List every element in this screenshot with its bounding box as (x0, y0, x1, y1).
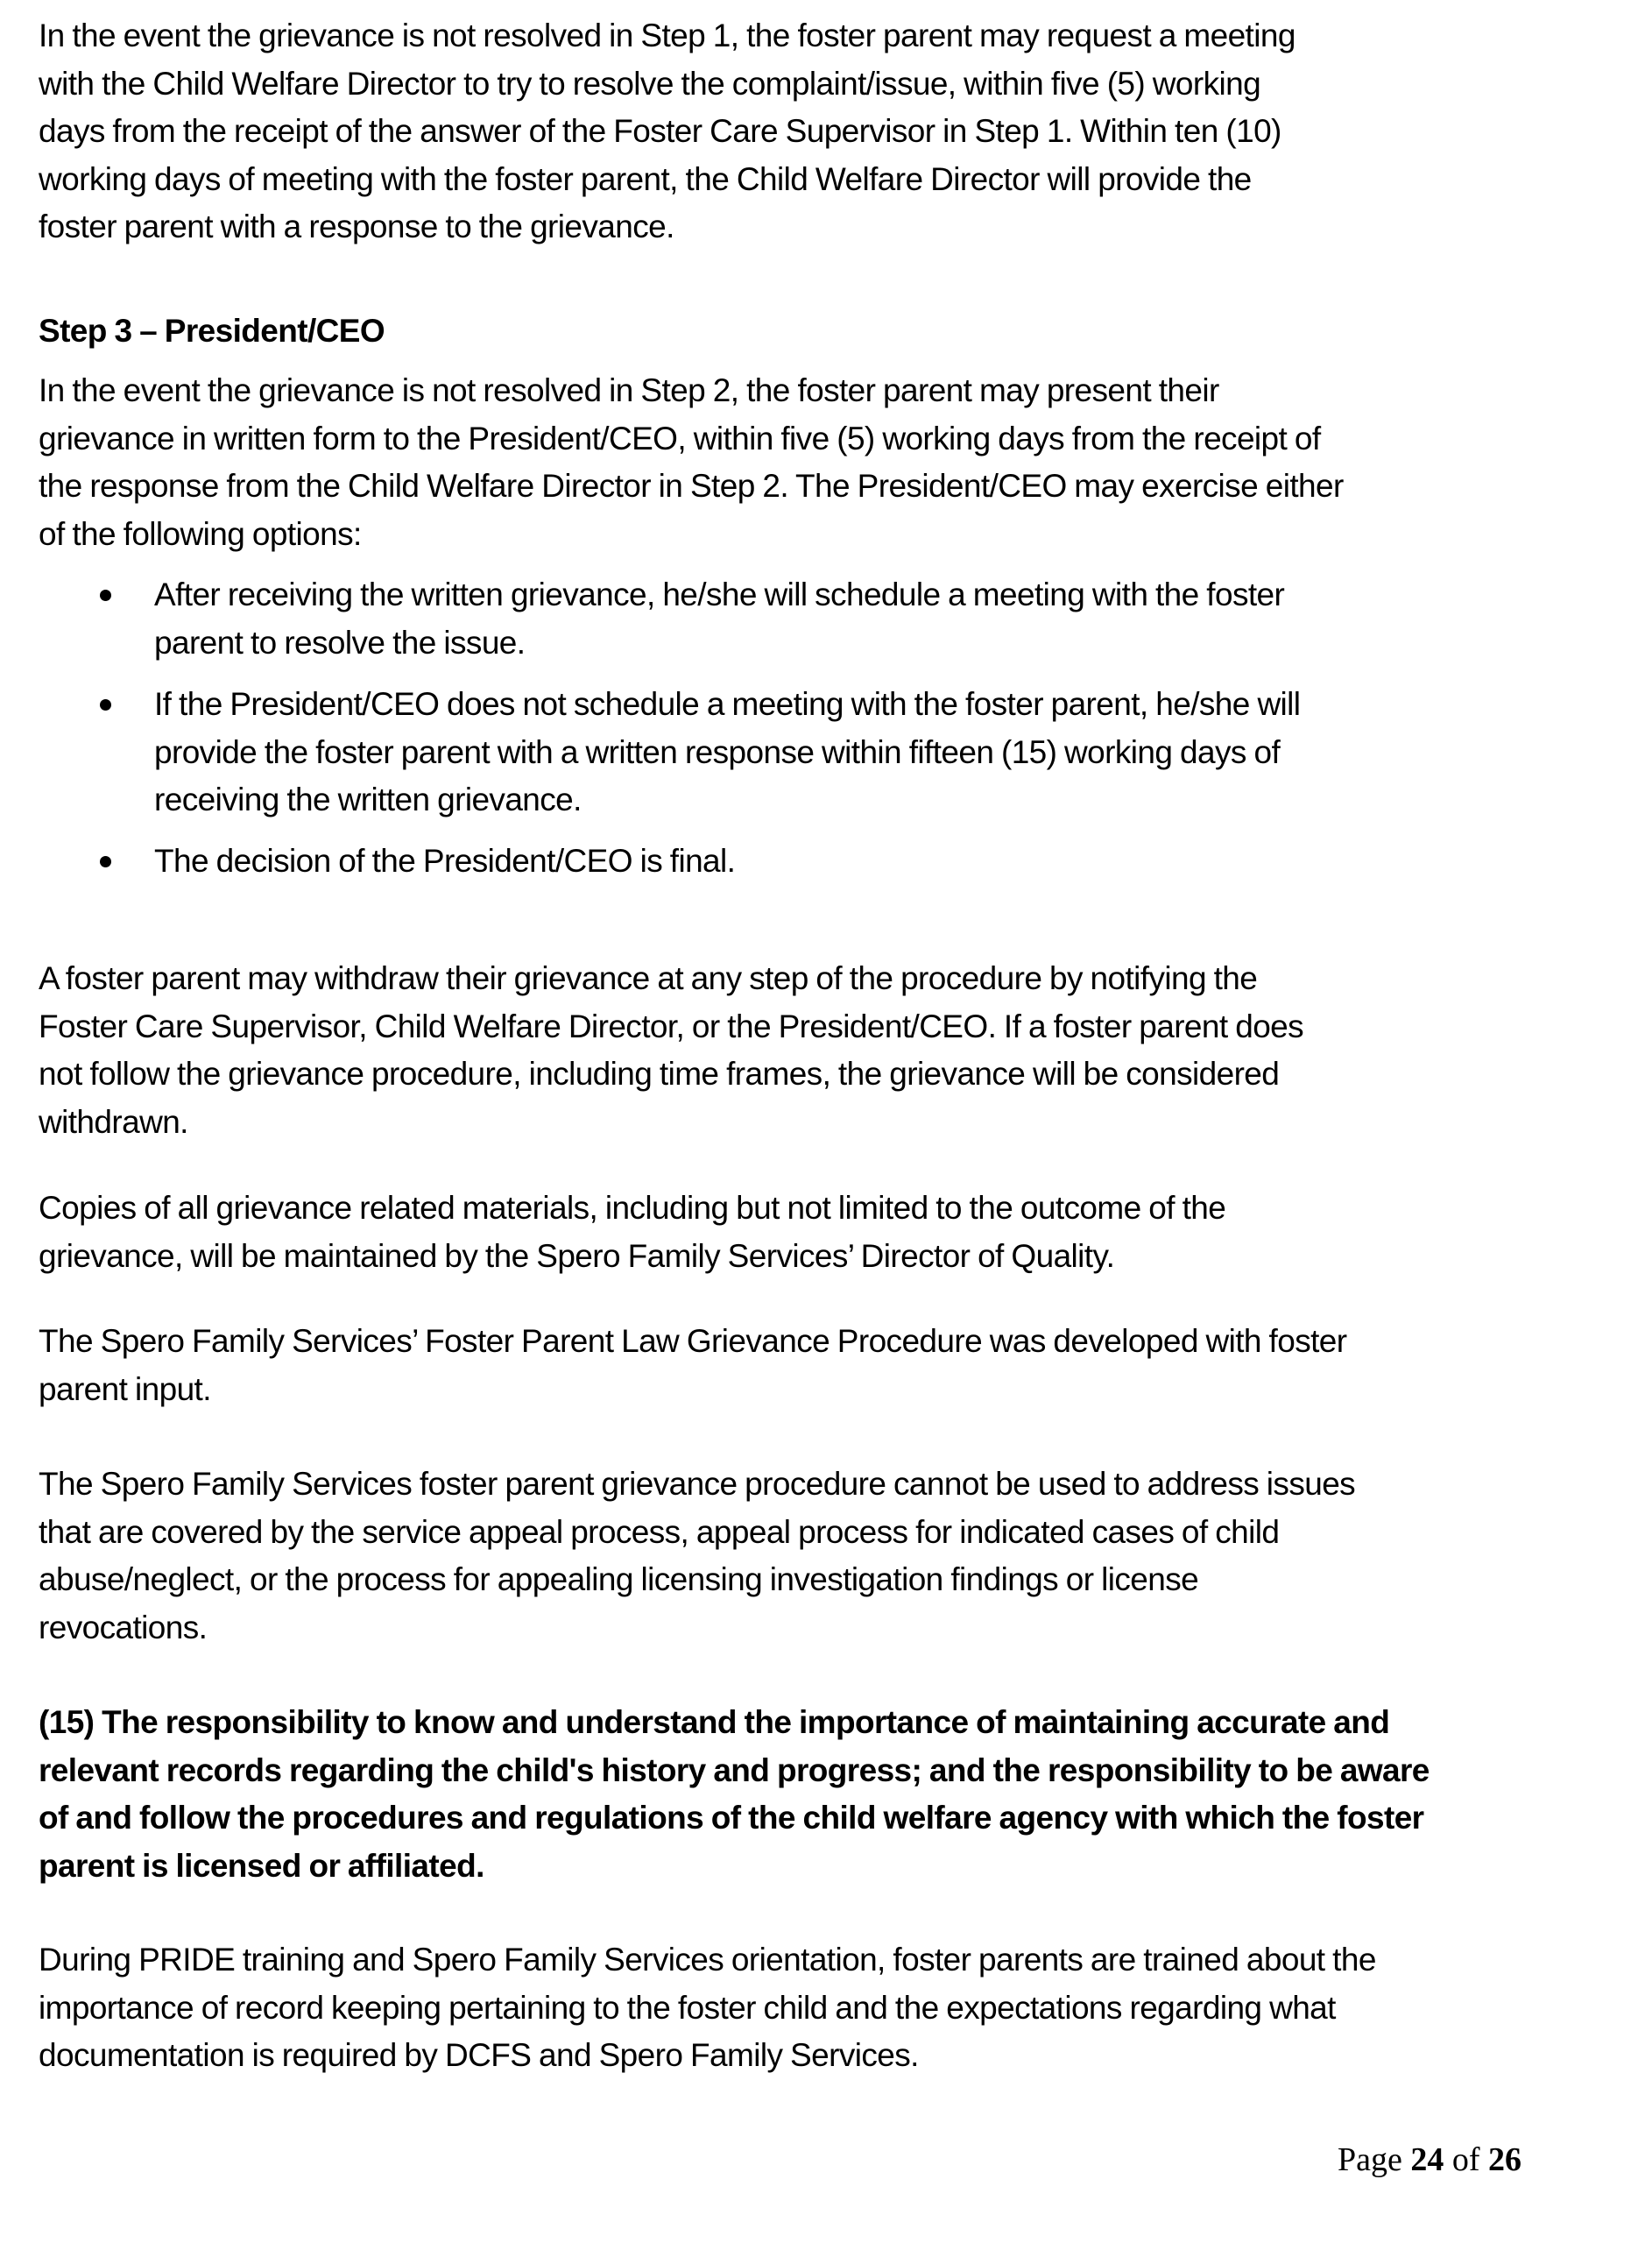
step3-heading-text: Step 3 – President/CEO (39, 313, 385, 349)
text-line: provide the foster parent with a written response within fifteen (15) working days of (154, 733, 1281, 770)
text-line: relevant records regarding the child's history and progress; and the responsibility to be aware (39, 1751, 1430, 1788)
cannot-be-used-paragraph (39, 1461, 1563, 1652)
training-paragraph (39, 1936, 1563, 2080)
text-line: not follow the grievance procedure, including time frames, the grievance will be considered (39, 1056, 1280, 1092)
step2-continued-paragraph (39, 12, 1563, 251)
text-line: The Spero Family Services’ Foster Parent Law Grievance Procedure was developed with foster (39, 1323, 1347, 1359)
text-line: parent input. (39, 1370, 211, 1407)
text-line: Copies of all grievance related materials, including but not limited to the outcome of the (39, 1190, 1226, 1226)
page-label: Page (1338, 2141, 1402, 2178)
text-line: the response from the Child Welfare Director in Step 2. The President/CEO may exercise either (39, 468, 1344, 504)
bullet-icon (100, 590, 111, 601)
bullet-list-item (154, 838, 1556, 886)
page-number-footer (1338, 2138, 1521, 2182)
text-line: In the event the grievance is not resolved in Step 1, the foster parent may request a meeting (39, 18, 1295, 53)
text-line: importance of record keeping pertaining to the foster child and the expectations regarding what (39, 1989, 1336, 2026)
text-line: If the President/CEO does not schedule a meeting with the foster parent, he/she will (154, 686, 1301, 722)
text-line: The Spero Family Services foster parent grievance procedure cannot be used to address issues (39, 1466, 1356, 1502)
text-line: The decision of the President/CEO is final. (154, 843, 736, 879)
text-line: days from the receipt of the answer of the Foster Care Supervisor in Step 1. Within ten (10) (39, 113, 1281, 149)
text-line: A foster parent may withdraw their grievance at any step of the procedure by notifying the (39, 960, 1258, 996)
text-line: of and follow the procedures and regulations of the child welfare agency with which the foster (39, 1800, 1424, 1836)
bullet-list-item (154, 681, 1556, 824)
text-line: revocations. (39, 1609, 208, 1645)
text-line: grievance, will be maintained by the Spero Family Services’ Director of Quality. (39, 1237, 1115, 1274)
step3-paragraph (39, 367, 1563, 558)
text-line: foster parent with a response to the grievance. (39, 209, 674, 244)
text-line: documentation is required by DCFS and Spero Family Services. (39, 2037, 919, 2073)
text-line: In the event the grievance is not resolved in Step 2, the foster parent may present their (39, 372, 1219, 408)
bullet-icon (100, 856, 111, 867)
text-line: grievance in written form to the President/CEO, within five (5) working days from the receipt of (39, 420, 1321, 456)
text-line: receiving the written grievance. (154, 782, 582, 817)
text-line: that are covered by the service appeal process, appeal process for indicated cases of child (39, 1513, 1280, 1550)
text-line: with the Child Welfare Director to try to resolve the complaint/issue, within five (5) working (39, 65, 1261, 102)
text-line: abuse/neglect, or the process for appealing licensing investigation findings or license (39, 1561, 1199, 1597)
current-page-number: 24 (1410, 2141, 1444, 2178)
withdraw-paragraph (39, 955, 1563, 1146)
text-line: of the following options: (39, 515, 362, 552)
text-line: During PRIDE training and Spero Family Services orientation, foster parents are trained about the (39, 1942, 1376, 1978)
text-line: Foster Care Supervisor, Child Welfare Director, or the President/CEO. If a foster parent does (39, 1008, 1304, 1044)
total-pages-number: 26 (1488, 2141, 1522, 2178)
text-line: (15) The responsibility to know and understand the importance of maintaining accurate and (39, 1704, 1390, 1740)
item15-heading (39, 1699, 1563, 1890)
text-line: working days of meeting with the foster parent, the Child Welfare Director will provide the (39, 160, 1252, 197)
developed-paragraph (39, 1318, 1563, 1413)
text-line: parent is licensed or affiliated. (39, 1847, 484, 1884)
step3-heading (39, 308, 1563, 356)
bullet-icon (100, 699, 111, 711)
text-line: parent to resolve the issue. (154, 624, 526, 661)
copies-paragraph (39, 1185, 1563, 1280)
text-line: After receiving the written grievance, he/she will schedule a meeting with the foster (154, 577, 1285, 612)
text-line: withdrawn. (39, 1103, 188, 1140)
of-label: of (1451, 2141, 1480, 2178)
bullet-list-item (154, 571, 1556, 667)
